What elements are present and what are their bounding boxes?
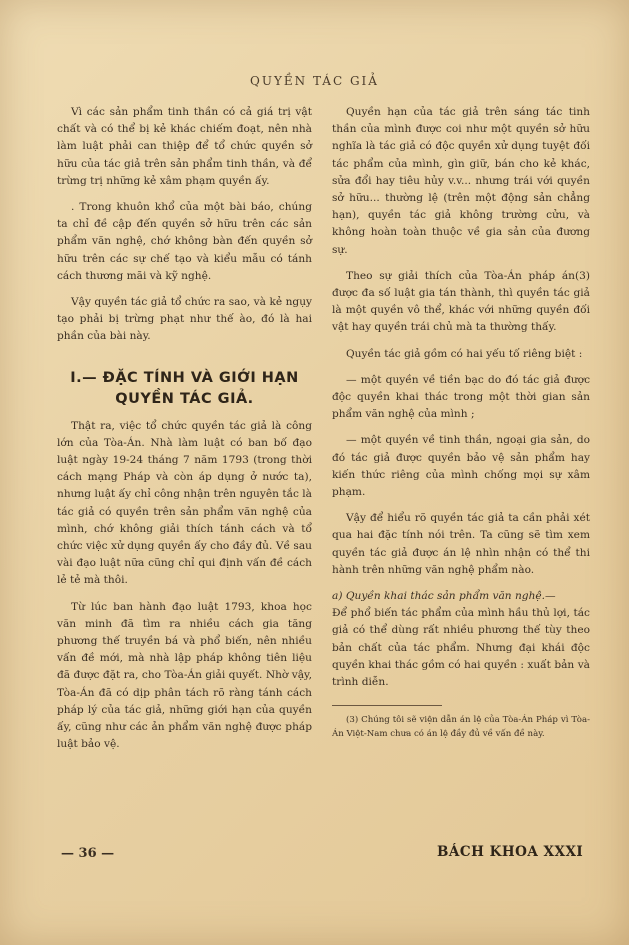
- left-column: [57, 104, 312, 763]
- paragraph: Từ lúc ban hành đạo luật 1793, khoa học văn minh đã tìm ra nhiều cách gia tăng phương thế truyền bá và phổ biến, nên nhiều vấn đề mới, mà nhà lập pháp không tiên liệu đã được đặt ra, cho Tòa-Án giải quyết. Nhờ vậy, Tòa-Án đã có dịp phân tách rõ ràng tánh cách pháp lý của tác giả, những giới hạn của quyền ấy, cũng như các ản phẩm văn nghệ được pháp luật bảo vệ.: [57, 600, 312, 751]
- paragraph: . Trong khuôn khổ của một bài báo, chúng ta chỉ đề cập đến quyền sở hữu trên các sản phẩm văn nghệ, chớ không bàn đến quyền sở hữu trên các sự chế tạo và kiểu mẫu có tánh cách thương mãi và kỹ nghệ.: [57, 201, 312, 282]
- section-heading: I.— ĐẶC TÍNH VÀ GIỚI HẠN QUYỀN TÁC GIẢ.: [70, 369, 299, 407]
- paragraph: Vậy quyền tác giả tổ chức ra sao, và kẻ ngụy tạo phải bị trừng phạt như thế ào, đó là hai phần của bài này.: [57, 296, 312, 343]
- paragraph: — một quyền về tiền bạc do đó tác giả được độc quyền khai thác trong một thời gian sản phẩm văn nghệ của mình ;: [332, 373, 590, 421]
- paragraph: Để phổ biến tác phẩm của mình hầu thủ lợi, tác giả có thể dùng rất nhiều phương thế tùy theo bản chất của tác phẩm. Nhưng đại khái độc quyền khai thác gồm có hai quyền : xuất bản và trình diễn.: [332, 607, 590, 689]
- page-number: — 36 —: [61, 846, 115, 861]
- paragraph: Quyền hạn của tác giả trên sáng tác tinh thần của mình được coi như một quyền sở hữu nghĩa là tác giả có độc quyền xử dụng tuyệt đối tác phẩm của mình, gìn giữ, bán cho kẻ khác, sửa đổi hay tiêu hủy v.v... nhưng trái với quyền sở hữu... thường lệ (trên một động sản chẳng hạn), quyền tác giả không trường cửu, và không hoàn toàn thuộc về gia sản của đương sự.: [332, 106, 590, 256]
- subsection-paragraph: [332, 588, 590, 605]
- publication-title: BÁCH KHOA XXXI: [437, 844, 584, 860]
- footnote-divider: [332, 705, 442, 706]
- paragraph: — một quyền về tinh thần, ngoại gia sản, do đó tác giả được quyền bảo vệ sản phẩm hay kiến thức riêng của mình chống mọi sự xâm phạm.: [332, 434, 590, 499]
- paragraph: Vì các sản phẩm tinh thần có cả giá trị vật chất và có thể bị kẻ khác chiếm đoạt, nên nhà làm luật phải can thiệp để tổ chức quyền sở hữu của tác giả trên sản phẩm tinh thần, và để trừng trị những kẻ xâm phạm quyền ấy.: [57, 106, 312, 187]
- paragraph: Quyền tác giả gồm có hai yếu tố riêng biệt :: [346, 347, 583, 360]
- footnote: (3) Chúng tôi sẽ viện dẫn án lệ của Tòa-Án Pháp vì Tòa-Án Việt-Nam chưa có án lệ đầy đủ về vấn đề này.: [332, 715, 590, 739]
- running-header: QUYỀN TÁC GIẢ: [250, 74, 379, 88]
- subsection-heading: a) Quyền khai thác sản phẩm văn nghệ.—: [332, 590, 556, 603]
- paragraph: Vậy để hiểu rõ quyền tác giả ta cần phải xét qua hai đặc tính nói trên. Ta cũng sẽ tìm xem quyền tác giả được án lệ nhìn nhận có thể thi hành trên những văn nghệ phẩm nào.: [332, 512, 590, 576]
- paragraph: Theo sự giải thích của Tòa-Án pháp án(3) được đa số luật gia tán thành, thì quyền tác giả là một quyền vô thể, khác với những quyền đối vật hay quyền trái chủ mà ta thường thấy.: [332, 269, 590, 334]
- paragraph: Thật ra, việc tổ chức quyền tác giả là công lớn của Tòa-Án. Nhà làm luật có ban bố đạo luật ngày 19-24 tháng 7 năm 1793 (trong thời cách mạng Pháp và còn áp dụng ở nước ta), nhưng luật ấy chỉ công nhận trên nguyên tắc là tác giả có quyền trên sản phẩm văn nghệ của mình, chớ không giải thích tánh cách và tổ chức việc xử dụng quyền ấy cho đầy đủ. Về sau vài đạo luật nữa cũng chỉ qui định vấn đề cách lẻ tẻ mà thôi.: [57, 419, 312, 587]
- right-column: [332, 104, 590, 750]
